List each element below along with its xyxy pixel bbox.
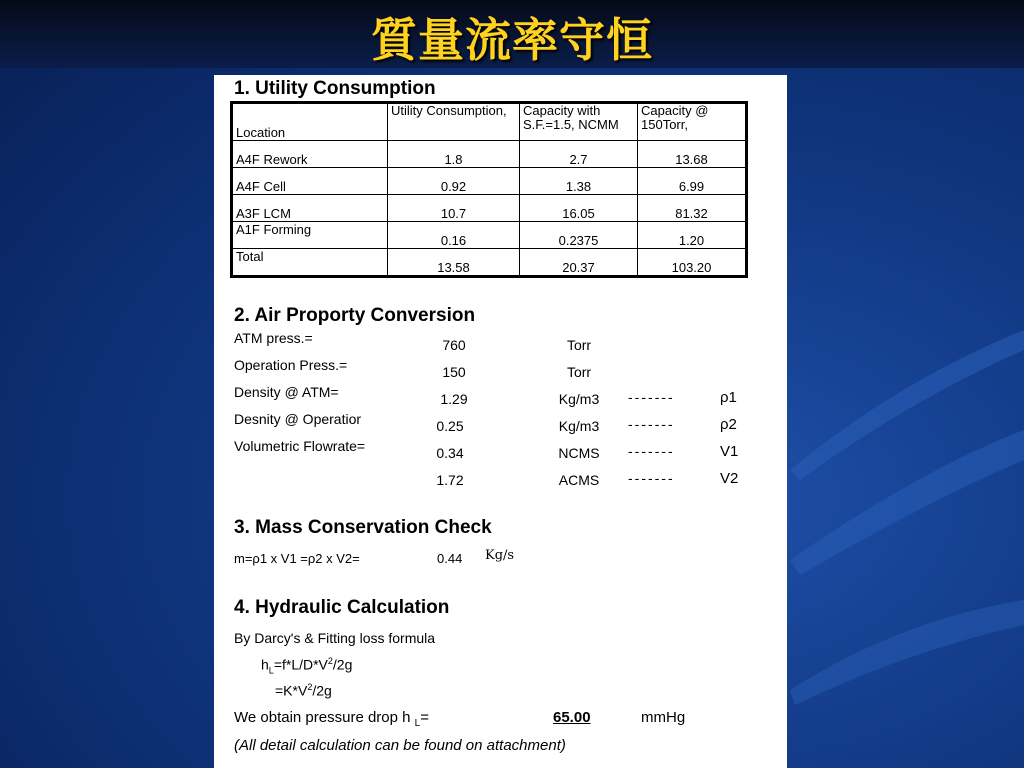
section2-heading: 2. Air Proporty Conversion (234, 305, 476, 326)
pressure-drop-label (234, 709, 429, 729)
air-dash: ------- (628, 470, 675, 486)
pressure-drop-value: 65.00 (553, 709, 591, 726)
attachment-note: (All detail calculation can be found on attachment) (234, 737, 566, 754)
hydraulic-formula-note: By Darcy's & Fitting loss formula (234, 630, 436, 646)
cell-value: 13.68 (638, 141, 747, 168)
result-eq: = (420, 709, 429, 726)
air-value: 760 (442, 337, 466, 353)
cell-value: 0.92 (388, 168, 520, 195)
header-capacity-torr: Capacity @ 150Torr, (638, 103, 747, 141)
eq2-sup: 2 (307, 682, 313, 692)
air-dash: ------- (628, 443, 675, 459)
table-row-total (232, 249, 747, 277)
air-label: ATM press.= (234, 330, 313, 346)
section4-heading: 4. Hydraulic Calculation (234, 597, 450, 618)
cell-value: 81.32 (638, 195, 747, 222)
document-sheet (214, 75, 787, 768)
eq-sub: L (268, 665, 274, 676)
air-label: Volumetric Flowrate= (234, 438, 366, 454)
header-utility: Utility Consumption, (388, 103, 520, 141)
cell-value: 2.7 (520, 141, 638, 168)
air-symbol: ρ1 (720, 389, 737, 406)
pressure-drop-unit: mmHg (641, 709, 686, 726)
cell-value: 16.05 (520, 195, 638, 222)
eq-h: h (261, 656, 269, 673)
air-value: 0.34 (436, 445, 464, 461)
air-value: 1.72 (436, 472, 464, 488)
utility-table (230, 101, 748, 278)
result-label: We obtain pressure drop h (234, 709, 411, 726)
cell-location: A4F Rework (232, 141, 388, 168)
cell-value: 1.38 (520, 168, 638, 195)
air-dash: ------- (628, 389, 675, 405)
eq-a: =f*L/D*V (273, 656, 328, 673)
eq-sup: 2 (327, 656, 333, 666)
air-label: Operation Press.= (234, 357, 348, 373)
air-unit: Torr (566, 364, 592, 380)
table-row (232, 195, 747, 222)
slide-title: 質量流率守恒 (371, 13, 653, 67)
section3-heading: 3. Mass Conservation Check (234, 517, 492, 538)
air-unit: Kg/m3 (558, 418, 600, 434)
air-value: 150 (442, 364, 466, 380)
mass-unit: Kg/s (485, 548, 515, 563)
cell-value: 1.8 (388, 141, 520, 168)
cell-location: Total (232, 249, 388, 277)
fitting-equation (275, 682, 332, 699)
cell-value: 0.16 (388, 222, 520, 249)
table-row (232, 168, 747, 195)
result-sub: L (414, 718, 421, 729)
cell-value: 6.99 (638, 168, 747, 195)
header-capacity-sf: Capacity with S.F.=1.5, NCMM (520, 103, 638, 141)
cell-location: A4F Cell (232, 168, 388, 195)
mass-formula: m=ρ1 x V1 =ρ2 x V2= (234, 551, 360, 566)
air-value: 0.25 (436, 418, 464, 434)
air-unit: Torr (566, 337, 592, 353)
air-unit: ACMS (558, 472, 600, 488)
table-row (232, 141, 747, 168)
section1-heading: 1. Utility Consumption (234, 78, 436, 99)
air-unit: Kg/m3 (558, 391, 600, 407)
air-dash: ------- (628, 416, 675, 432)
table-row (232, 222, 747, 249)
air-unit: NCMS (558, 445, 600, 461)
air-value: 1.29 (440, 391, 468, 407)
cell-value: 0.2375 (520, 222, 638, 249)
eq2-b: /2g (312, 682, 332, 699)
cell-value: 13.58 (388, 249, 520, 277)
eq-b: /2g (332, 656, 353, 673)
cell-value: 10.7 (388, 195, 520, 222)
cell-location: A1F Forming (232, 222, 388, 249)
cell-value: 1.20 (638, 222, 747, 249)
air-symbol: V2 (720, 470, 739, 487)
mass-value: 0.44 (437, 551, 463, 566)
cell-value: 103.20 (638, 249, 747, 277)
air-symbol: ρ2 (720, 416, 737, 433)
air-label: Density @ ATM= (234, 384, 339, 400)
table-header-row (232, 103, 747, 141)
header-location: Location (232, 103, 388, 141)
air-symbol: V1 (720, 443, 739, 460)
air-label: Desnity @ Operatior (234, 411, 362, 427)
eq2-a: =K*V (275, 682, 308, 699)
cell-location: A3F LCM (232, 195, 388, 222)
cell-value: 20.37 (520, 249, 638, 277)
darcy-equation (261, 656, 352, 675)
